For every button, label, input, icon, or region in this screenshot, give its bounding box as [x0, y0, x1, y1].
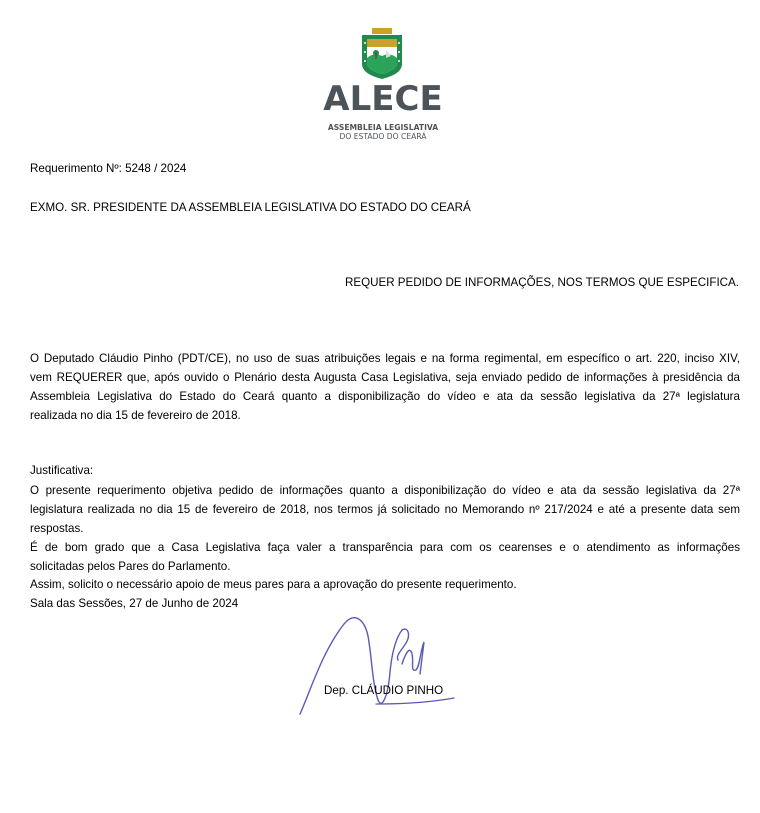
addressee: EXMO. SR. PRESIDENTE DA ASSEMBLEIA LEGISLATIVA DO ESTADO DO CEARÁ	[30, 201, 471, 214]
justificativa-line: respostas.	[30, 522, 84, 535]
transparencia-line: solicitadas pelos Pares do Parlamento.	[30, 560, 231, 573]
transparencia-line: É de bom grado que a Casa Legislativa faça valer a transparência para com os cearenses e o atendimento as informações	[30, 541, 740, 554]
alece-logo	[318, 24, 448, 144]
ceara-coat-of-arms-icon	[360, 28, 404, 80]
body-line: realizada no dia 15 de fevereiro de 2018.	[30, 409, 241, 422]
subject: REQUER PEDIDO DE INFORMAÇÕES, NOS TERMOS QUE ESPECIFICA.	[344, 276, 739, 289]
requerimento-number: Requerimento Nº: 5248 / 2024	[30, 162, 187, 175]
justificativa-line: legislatura realizada no dia 15 de fevereiro de 2018, nos termos já solicitado no Memorando nº 217/2024 e até a presente data sem	[30, 503, 740, 516]
brand-subtitle-line-2: DO ESTADO DO CEARÁ	[339, 132, 427, 141]
body-paragraph	[30, 349, 740, 425]
justificativa-label: Justificativa:	[30, 464, 94, 477]
brand-name: ALECE	[323, 79, 443, 119]
body-line: vem REQUERER que, após ouvido o Plenário desta Augusta Casa Legislativa, seja enviado pedido de informações à presidência da	[30, 371, 740, 384]
body-line: Assembleia Legislativa do Estado do Ceará quanto a disponibilização do vídeo e ata da sessão legislativa da 27ª legislatura	[30, 390, 740, 403]
closing-line: Assim, solicito o necessário apoio de meus pares para a aprovação do presente requerimento.	[30, 578, 517, 591]
place-date: Sala das Sessões, 27 de Junho de 2024	[30, 597, 239, 610]
body-line: O Deputado Cláudio Pinho (PDT/CE), no uso de suas atribuições legais e na forma regimental, em específico o art. 220, inciso XIV,	[30, 352, 740, 365]
justificativa-paragraph	[30, 481, 740, 576]
brand-subtitle-line-1: ASSEMBLEIA LEGISLATIVA	[327, 123, 439, 132]
signature-name: Dep. CLÁUDIO PINHO	[324, 684, 444, 697]
justificativa-line: O presente requerimento objetiva pedido de informações quanto a disponibilização do vídeo e ata da sessão legislativa da 27ª	[30, 484, 740, 497]
handwritten-signature	[292, 612, 462, 722]
